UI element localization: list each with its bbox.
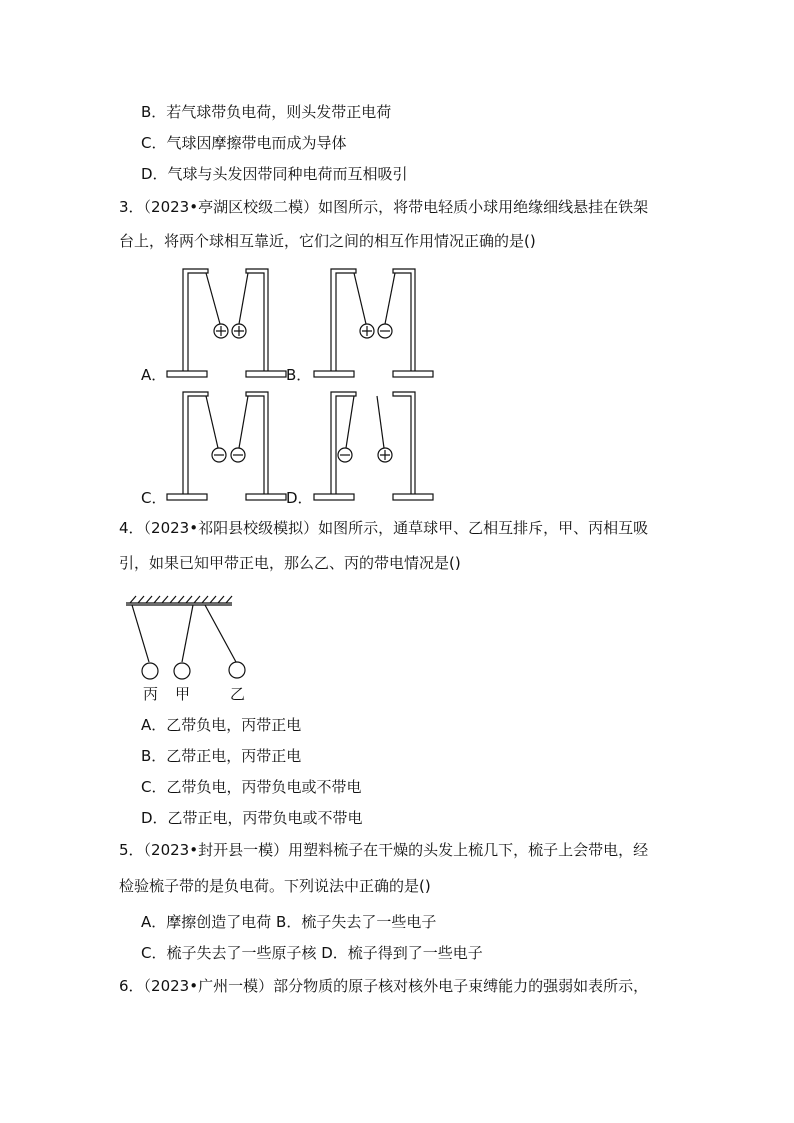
q5-stem-line1: 5．（2023•封开县一模）用塑料梳子在干燥的头发上梳几下，梳子上会带电，经 (119, 841, 649, 859)
q3-stand-b (314, 269, 433, 377)
q2-option-c: C．气球因摩擦带电而成为导体 (141, 134, 347, 152)
q4-ball-yi (229, 662, 245, 678)
q3-stem-line2: 台上，将两个球相互靠近，它们之间的相互作用情况正确的是() (119, 232, 536, 250)
q3-stand-c (167, 392, 286, 500)
q3-ball-c-right-negative (231, 448, 245, 462)
q3-ball-d-left-negative (338, 448, 352, 462)
q3-label-a: A． (141, 366, 167, 384)
q4-label-bing: 丙 (143, 685, 159, 703)
q5-stem-line2: 检验梳子带的是负电荷。下列说法中正确的是() (119, 877, 431, 895)
q2-option-b: B．若气球带负电荷，则头发带正电荷 (141, 103, 392, 121)
q4-option-d: D．乙带正电，丙带负电或不带电 (141, 809, 363, 827)
q5-option-ab: A．摩擦创造了电荷 B．梳子失去了一些电子 (141, 913, 437, 931)
q3-ball-a-left-positive (214, 324, 228, 338)
q4-option-c: C．乙带负电，丙带负电或不带电 (141, 778, 362, 796)
q4-stem-line1: 4．（2023•祁阳县校级模拟）如图所示，通草球甲、乙相互排斥，甲、丙相互吸 (119, 519, 649, 537)
q3-stand-d (314, 392, 433, 500)
q3-label-d: D． (286, 489, 313, 507)
q4-option-a: A．乙带负电，丙带正电 (141, 716, 302, 734)
q4-stem-line2: 引，如果已知甲带正电，那么乙、丙的带电情况是() (119, 554, 461, 572)
q3-stem-line1: 3．（2023•亭湖区校级二模）如图所示，将带电轻质小球用绝缘细线悬挂在铁架 (119, 198, 649, 216)
q3-label-c: C． (141, 489, 167, 507)
q3-label-b: B． (286, 366, 312, 384)
q5-option-cd: C．梳子失去了一些原子核 D．梳子得到了一些电子 (141, 944, 483, 962)
q4-ball-bing (142, 663, 158, 679)
q4-ball-jia (174, 663, 190, 679)
q4-option-b: B．乙带正电，丙带正电 (141, 747, 302, 765)
q3-ball-b-right-negative (378, 324, 392, 338)
q3-ball-c-left-negative (212, 448, 226, 462)
q3-stand-a (167, 269, 286, 377)
q3-ball-d-right-positive (378, 448, 392, 462)
q4-ceiling (126, 596, 232, 605)
q4-label-yi: 乙 (230, 685, 246, 703)
q2-option-d: D．气球与头发因带同种电荷而互相吸引 (141, 165, 408, 183)
q3-ball-b-left-positive (360, 324, 374, 338)
q4-label-jia: 甲 (175, 685, 191, 703)
q6-stem-line1: 6．（2023•广州一模）部分物质的原子核对核外电子束缚能力的强弱如表所示， (119, 977, 649, 995)
q3-ball-a-right-positive (232, 324, 246, 338)
